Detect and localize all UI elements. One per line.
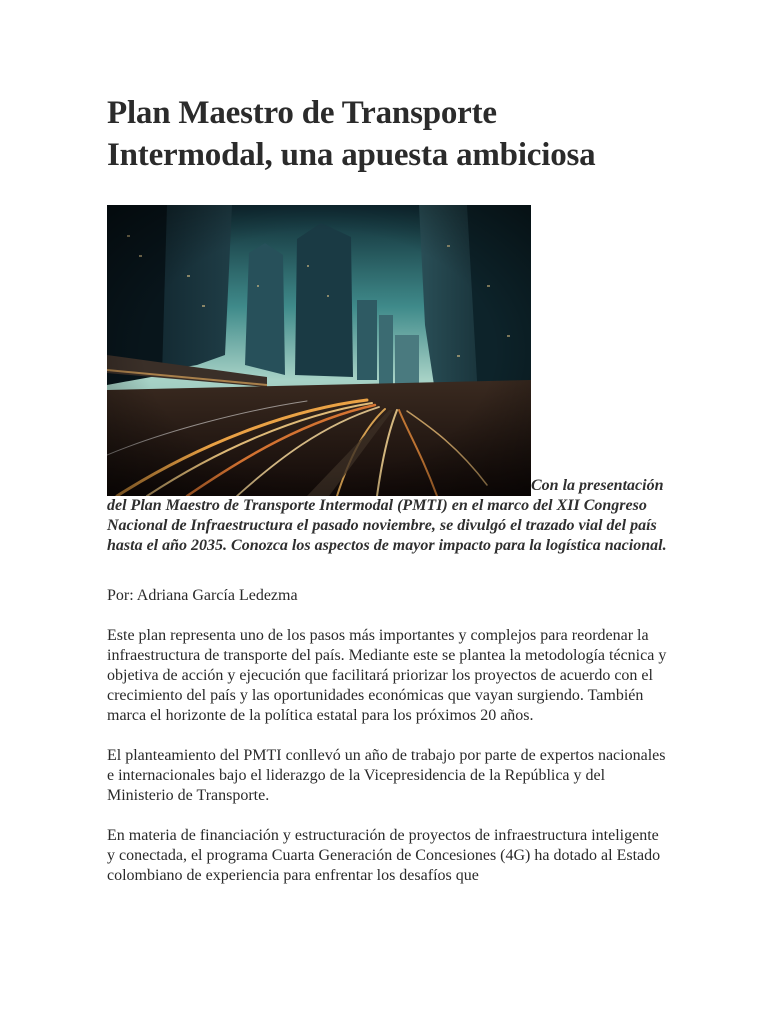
lead-block [107,205,667,556]
hero-image [107,205,531,496]
paragraph-3: En materia de financiación y estructuración de proyectos de infraestructura inteligente y conectada, el programa Cuarta Generación de Concesiones (4G) ha dotado al Estado colombiano de experiencia para enfrentar los desafíos que [107,827,661,884]
article-title: Plan Maestro de Transporte Intermodal, una apuesta ambiciosa [107,95,596,173]
paragraph-1: Este plan representa uno de los pasos más importantes y complejos para reordenar la infraestructura de transporte del país. Mediante este se plantea la metodología técnica y objetiva de acción y ejecución que facilitará priorizar los proyectos de acuerdo con el crecimiento del país y las oportunidades económicas que vayan surgiendo. También marca el horizonte de la política estatal para los próximos 20 años. [107,627,667,724]
document-page [107,92,667,886]
byline: Por: Adriana García Ledezma [107,587,298,604]
paragraph-2: El planteamiento del PMTI conllevó un año de trabajo por parte de expertos nacionales e internacionales bajo el liderazgo de la Vicepresidencia de la República y del Ministerio de Transporte. [107,747,666,804]
lead-text: Con la presentación del Plan Maestro de Transporte Intermodal (PMTI) en el marco del XII Congreso Nacional de Infraestructura el pasado noviembre, se divulgó el trazado vial del país hasta el año 2035. Conozca los aspectos de mayor impacto para la logística nacional. [107,477,667,554]
